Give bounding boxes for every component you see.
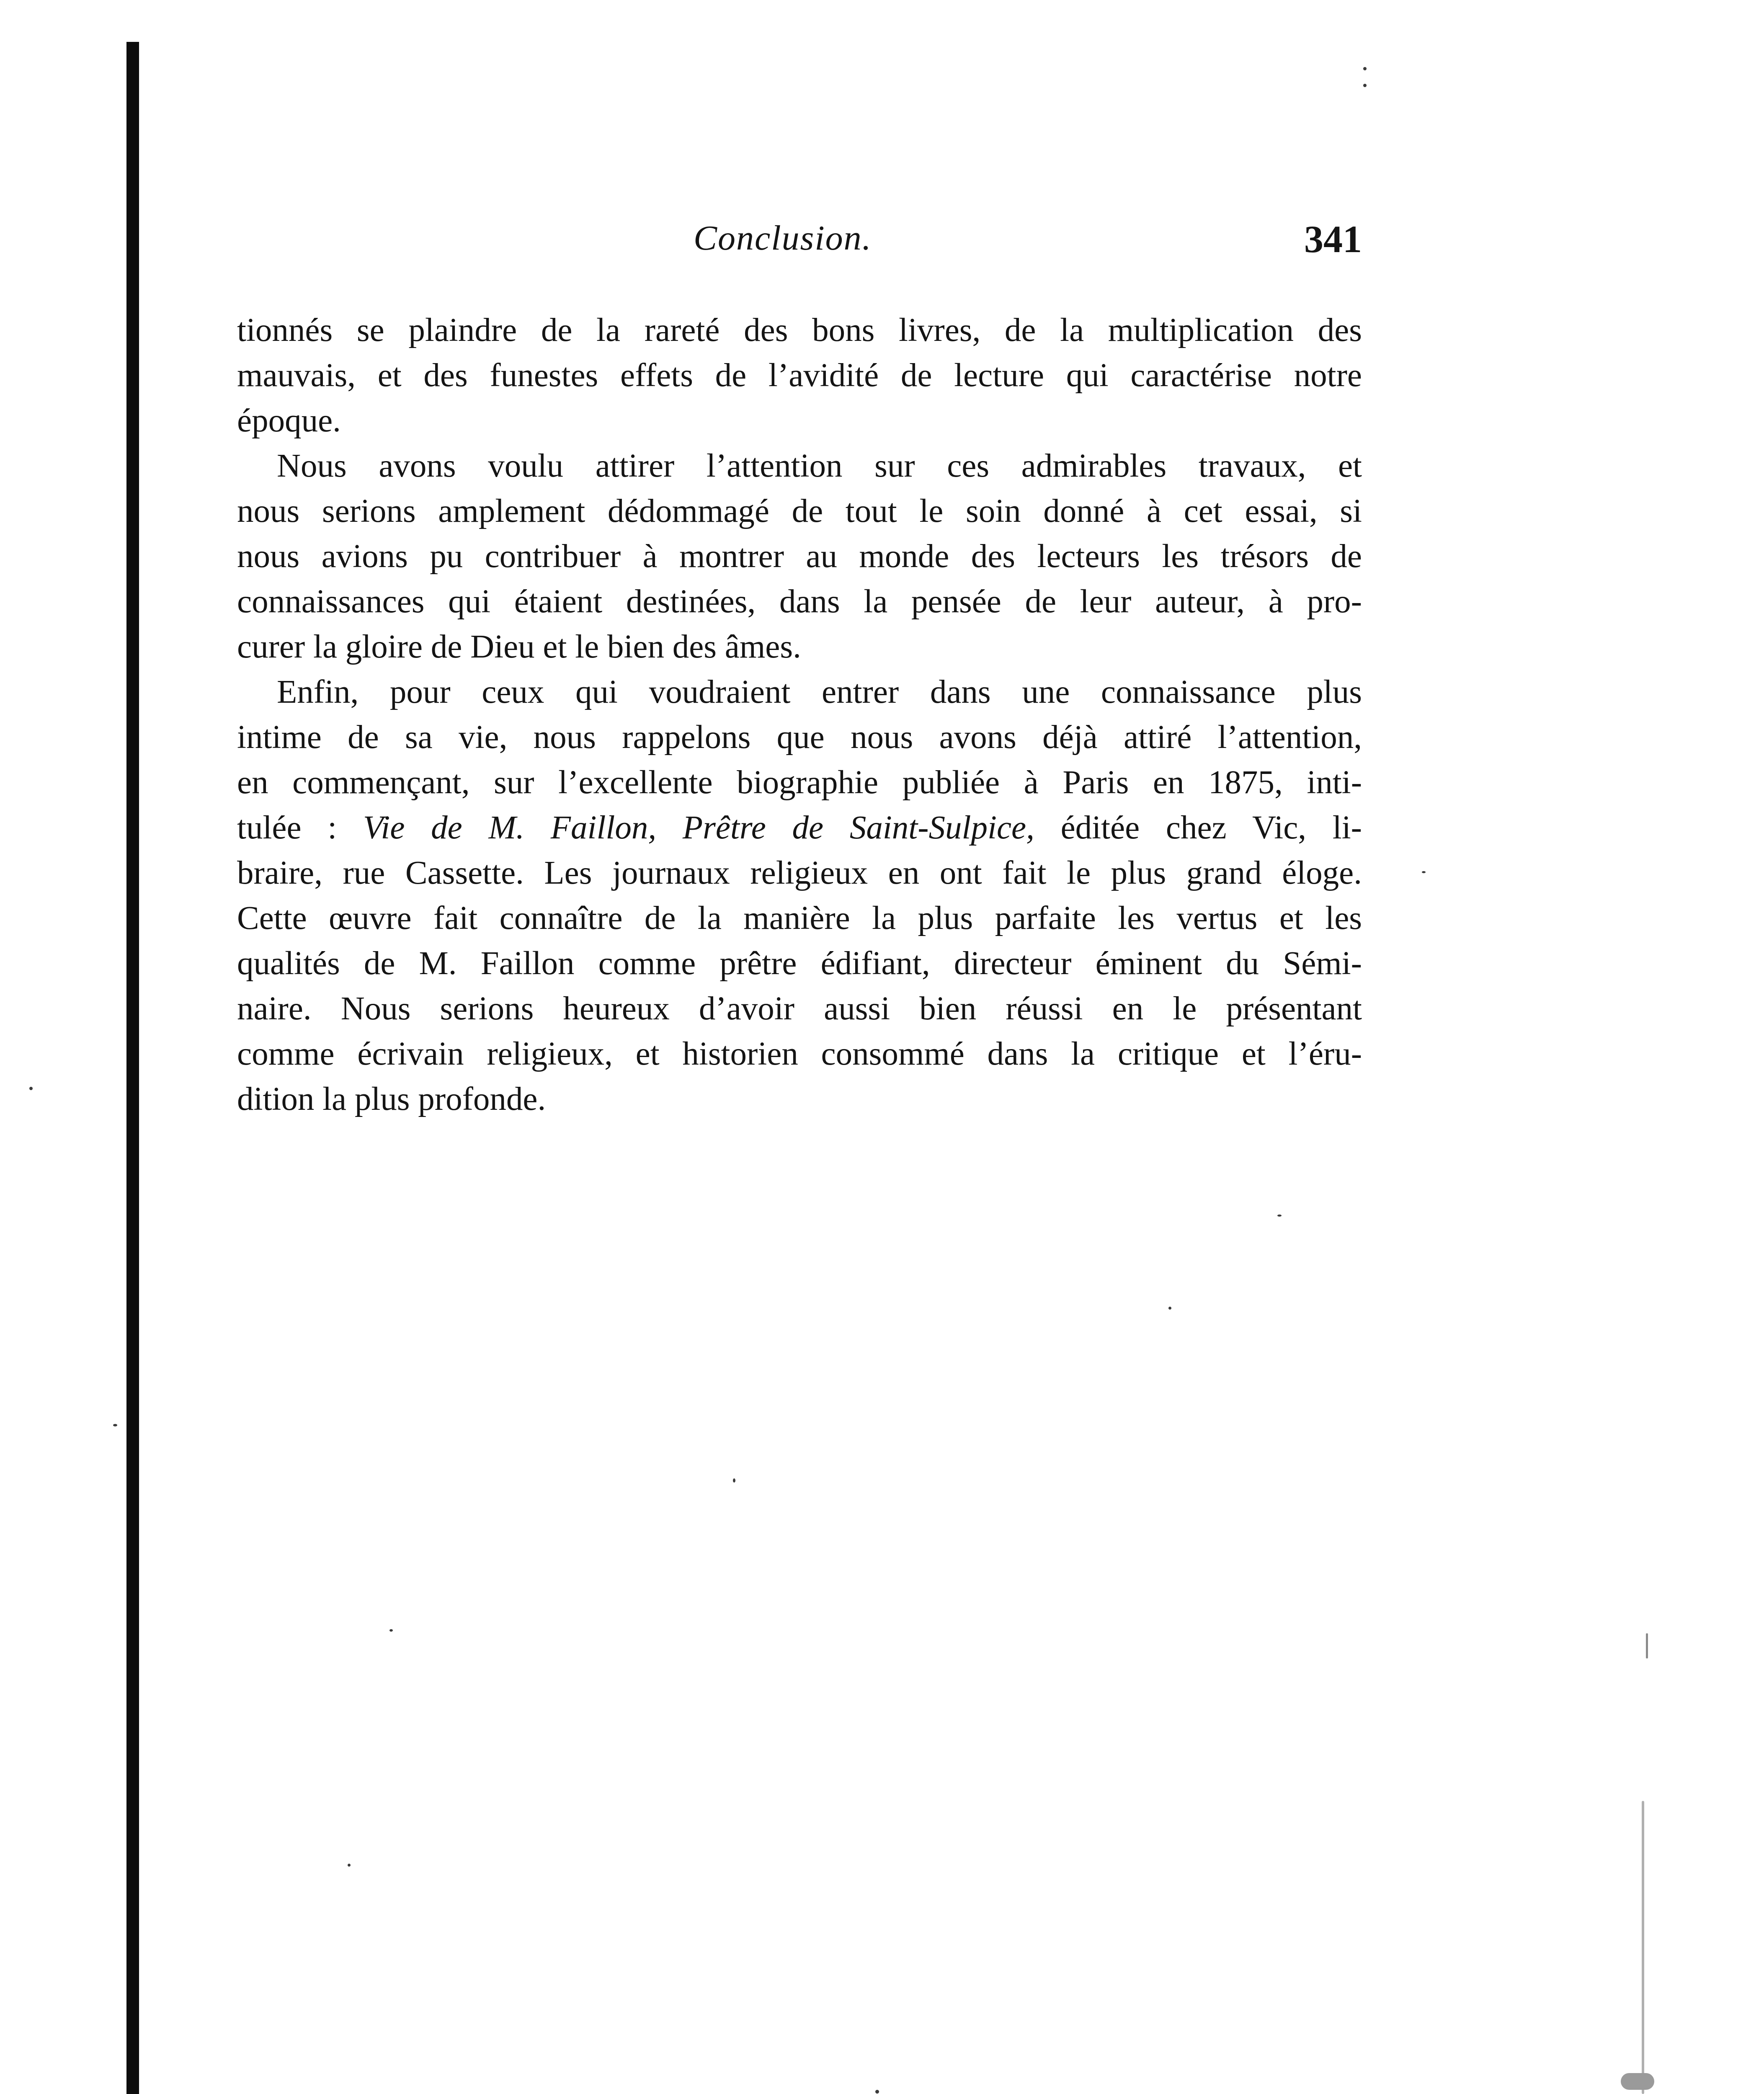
scan-speck (1277, 1215, 1282, 1217)
scan-speck (1363, 84, 1367, 87)
text-line: qualités de M. Faillon comme prêtre édifiant, directeur éminent du Sémi- (237, 945, 1362, 982)
text-line: connaissances qui étaient destinées, dans la pensée de leur auteur, à pro- (237, 583, 1362, 620)
text-line: curer la gloire de Dieu et le bien des âmes. (237, 629, 801, 665)
text-line: intime de sa vie, nous rappelons que nous avons déjà attiré l’attention, (237, 719, 1362, 756)
scan-speck (1621, 2073, 1654, 2090)
text-fragment: éditée chez Vic, li- (1034, 810, 1362, 846)
page-header (235, 209, 1362, 264)
scan-speck (733, 1478, 735, 1483)
book-title: Vie de M. Faillon, Prêtre de Saint-Sulpice, (363, 810, 1034, 846)
running-title: Conclusion. (694, 219, 872, 258)
text-line: nous avions pu contribuer à montrer au monde des lecteurs les trésors de (237, 538, 1362, 575)
text-line: naire. Nous serions heureux d’avoir aussi bien réussi en le présentant (237, 990, 1362, 1027)
text-line: Nous avons voulu attirer l’attention sur ces admirables travaux, et (277, 448, 1362, 484)
text-line: nous serions amplement dédommagé de tout le soin donné à cet essai, si (237, 493, 1362, 529)
scan-speck (1422, 871, 1426, 873)
text-line: Cette œuvre fait connaître de la manière la plus parfaite les vertus et les (237, 900, 1362, 936)
scan-speck (113, 1424, 117, 1426)
scan-speck (875, 2090, 879, 2094)
scan-speck (389, 1629, 393, 1632)
text-line: en commençant, sur l’excellente biographie publiée à Paris en 1875, inti- (237, 764, 1362, 801)
text-line: comme écrivain religieux, et historien consommé dans la critique et l’éru- (237, 1036, 1362, 1072)
scan-speck (29, 1087, 33, 1090)
binding-edge (126, 42, 139, 2094)
text-fragment: tulée : (237, 810, 363, 846)
text-line: tionnés se plaindre de la rareté des bons livres, de la multiplication des (237, 312, 1362, 348)
page-number: 341 (1304, 218, 1362, 260)
text-line: mauvais, et des funestes effets de l’avidité de lecture qui caractérise notre (237, 357, 1362, 394)
scan-speck (348, 1864, 351, 1867)
text-line: braire, rue Cassette. Les journaux religieux en ont fait le plus grand éloge. (237, 855, 1362, 891)
text-line-with-title (237, 805, 1362, 851)
text-line: époque. (237, 402, 341, 439)
body-text (237, 308, 1362, 1122)
scan-speck (1642, 1801, 1644, 2094)
scan-speck (1363, 67, 1367, 70)
scan-speck (1168, 1307, 1171, 1310)
scan-speck (1646, 1633, 1648, 1658)
text-line: dition la plus profonde. (237, 1081, 546, 1117)
text-line: Enfin, pour ceux qui voudraient entrer dans une connaissance plus (277, 674, 1362, 710)
